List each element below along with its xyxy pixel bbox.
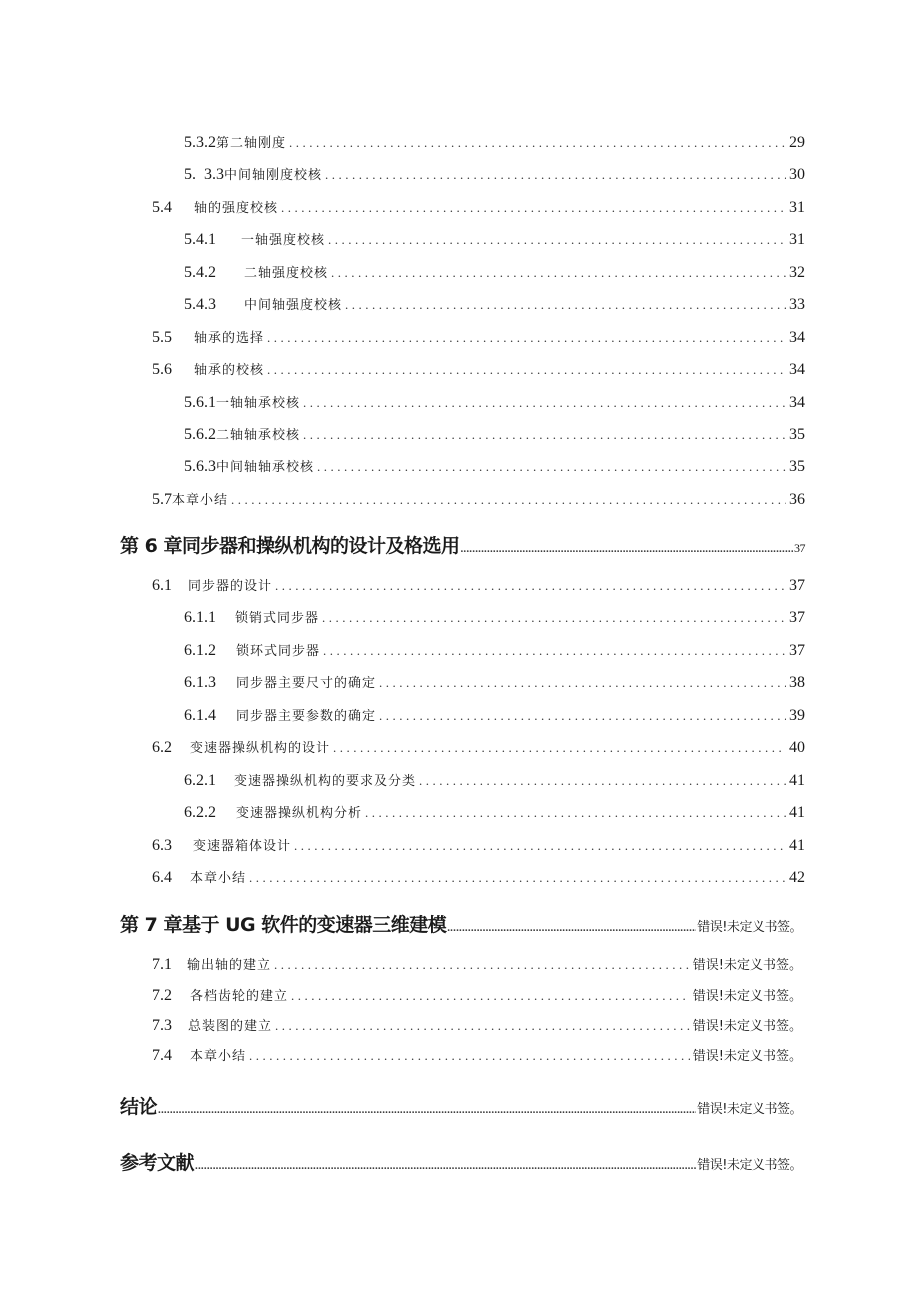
toc-entry-5-7[interactable] (152, 489, 805, 509)
toc-entry-6-1[interactable] (152, 575, 805, 595)
section-number: 6.1.4 (184, 707, 216, 724)
dot-leader (291, 988, 690, 1004)
toc-conclusion[interactable] (120, 1092, 802, 1119)
toc-entry-6-1-1[interactable] (184, 607, 805, 627)
section-number: 5. 3.3 (184, 166, 224, 183)
toc-entry-7-1[interactable] (152, 954, 802, 974)
page-number: 38 (789, 674, 805, 691)
section-number: 6.2 (152, 739, 172, 756)
page-number: 错误!未定义书签。 (692, 989, 802, 1004)
section-number: 6.1.2 (184, 642, 216, 659)
toc-chapter-7[interactable] (120, 910, 802, 937)
page-number: 34 (789, 394, 805, 411)
page-number: 错误!未定义书签。 (697, 1102, 802, 1117)
toc-entry-5-4-2[interactable] (184, 262, 805, 282)
page-number: 31 (789, 199, 805, 216)
toc-chapter-6[interactable] (120, 531, 805, 558)
section-title: 同步器主要参数的确定 (236, 709, 377, 724)
dot-leader (322, 610, 786, 626)
dot-leader (267, 362, 786, 378)
page-number: 37 (789, 642, 805, 659)
page-number: 37 (789, 577, 805, 594)
section-number: 5.4 (152, 199, 172, 216)
toc-entry-5-5[interactable] (152, 327, 805, 347)
toc-entry-5-4-3[interactable] (184, 294, 805, 314)
section-number: 5.5 (152, 329, 172, 346)
section-title: 一轴强度校核 (241, 233, 326, 248)
dot-leader (460, 543, 793, 555)
chapter-title: 第 6 章同步器和操纵机构的设计及格选用 (120, 535, 460, 557)
page-number: 31 (789, 231, 805, 248)
toc-references[interactable] (120, 1148, 802, 1175)
section-number: 6.1 (152, 577, 172, 594)
section-title: 第二轴刚度 (216, 136, 287, 151)
section-number: 5.4.3 (184, 296, 216, 313)
chapter-title: 参考文献 (120, 1152, 195, 1174)
page-number: 37 (794, 541, 805, 555)
page-number: 41 (789, 837, 805, 854)
dot-leader (267, 330, 786, 346)
toc-entry-7-3[interactable] (152, 1015, 802, 1035)
section-title: 本章小结 (190, 1049, 247, 1064)
toc-entry-5-6-1[interactable] (184, 392, 805, 412)
page-number: 错误!未定义书签。 (697, 1158, 802, 1173)
section-title: 轴承的选择 (194, 331, 265, 346)
toc-entry-6-2[interactable] (152, 737, 805, 757)
dot-leader (447, 922, 696, 934)
section-title: 同步器主要尺寸的确定 (236, 676, 377, 691)
dot-leader (249, 870, 786, 886)
section-number: 7.4 (152, 1047, 172, 1064)
dot-leader (379, 675, 786, 691)
section-title: 本章小结 (172, 493, 229, 508)
toc-entry-5-4[interactable] (152, 197, 805, 217)
section-number: 5.3.2 (184, 134, 216, 151)
toc-entry-5-4-1[interactable] (184, 229, 805, 249)
section-title: 二轴轴承校核 (216, 428, 301, 443)
toc-entry-6-4[interactable] (152, 867, 805, 887)
section-number: 5.6.3 (184, 458, 216, 475)
section-number: 5.4.1 (184, 231, 216, 248)
section-title: 变速器操纵机构分析 (236, 806, 363, 821)
section-number: 5.6 (152, 361, 172, 378)
section-title: 总装图的建立 (188, 1019, 273, 1034)
dot-leader (345, 297, 786, 313)
section-number: 7.3 (152, 1017, 172, 1034)
page-number: 40 (789, 739, 805, 756)
page-number: 35 (789, 426, 805, 443)
chapter-title: 结论 (120, 1096, 158, 1118)
section-number: 6.2.1 (184, 772, 216, 789)
dot-leader (419, 773, 786, 789)
section-number: 6.3 (152, 837, 172, 854)
section-number: 7.2 (152, 987, 172, 1004)
section-number: 5.4.2 (184, 264, 216, 281)
section-number: 6.2.2 (184, 804, 216, 821)
toc-entry-6-1-2[interactable] (184, 640, 805, 660)
section-title: 一轴轴承校核 (216, 396, 301, 411)
page-number: 32 (789, 264, 805, 281)
page-number: 35 (789, 458, 805, 475)
section-title: 二轴强度校核 (244, 266, 329, 281)
section-title: 输出轴的建立 (187, 958, 272, 973)
page-number: 错误!未定义书签。 (692, 1019, 802, 1034)
page-number: 29 (789, 134, 805, 151)
section-title: 变速器操纵机构的要求及分类 (234, 774, 417, 789)
page-number: 34 (789, 361, 805, 378)
toc-entry-6-2-1[interactable] (184, 770, 805, 790)
toc-entry-7-2[interactable] (152, 985, 802, 1005)
dot-leader (365, 805, 786, 821)
dot-leader (274, 957, 690, 973)
dot-leader (231, 492, 786, 508)
section-number: 6.1.1 (184, 609, 216, 626)
toc-entry-6-1-3[interactable] (184, 672, 805, 692)
section-number: 5.7 (152, 491, 172, 508)
section-number: 6.4 (152, 869, 172, 886)
toc-entry-5-6[interactable] (152, 359, 805, 379)
page-number: 41 (789, 772, 805, 789)
toc-entry-5-3-2[interactable] (184, 132, 805, 152)
section-title: 锁销式同步器 (235, 611, 320, 626)
section-number: 7.1 (152, 956, 172, 973)
page-number: 30 (789, 166, 805, 183)
dot-leader (294, 838, 786, 854)
page-number: 34 (789, 329, 805, 346)
section-title: 锁环式同步器 (236, 644, 321, 659)
section-number: 5.6.1 (184, 394, 216, 411)
page-number: 39 (789, 707, 805, 724)
dot-leader (275, 578, 786, 594)
section-title: 各档齿轮的建立 (190, 989, 289, 1004)
section-title: 轴的强度校核 (194, 201, 279, 216)
dot-leader (317, 459, 786, 475)
section-title: 变速器操纵机构的设计 (190, 741, 331, 756)
page-number: 41 (789, 804, 805, 821)
page-number: 错误!未定义书签。 (692, 958, 802, 973)
dot-leader (303, 395, 786, 411)
dot-leader (249, 1048, 690, 1064)
chapter-title: 第 7 章基于 UG 软件的变速器三维建模 (120, 914, 447, 936)
toc-entry-6-1-4[interactable] (184, 705, 805, 725)
dot-leader (289, 135, 786, 151)
page-number: 42 (789, 869, 805, 886)
dot-leader (328, 232, 786, 248)
section-number: 6.1.3 (184, 674, 216, 691)
dot-leader (379, 708, 786, 724)
section-title: 同步器的设计 (188, 579, 273, 594)
page-number: 37 (789, 609, 805, 626)
page-number: 错误!未定义书签。 (697, 920, 802, 935)
page-number: 33 (789, 296, 805, 313)
section-title: 轴承的校核 (194, 363, 265, 378)
dot-leader (195, 1160, 696, 1172)
toc-entry-5-6-3[interactable] (184, 456, 805, 476)
section-title: 变速器箱体设计 (193, 839, 292, 854)
page-number: 36 (789, 491, 805, 508)
dot-leader (323, 643, 786, 659)
dot-leader (331, 265, 786, 281)
section-title: 本章小结 (190, 871, 247, 886)
section-title: 中间轴强度校核 (244, 298, 343, 313)
section-number: 5.6.2 (184, 426, 216, 443)
toc-entry-6-2-2[interactable] (184, 802, 805, 822)
dot-leader (325, 167, 786, 183)
toc-entry-6-3[interactable] (152, 835, 805, 855)
toc-entry-5-6-2[interactable] (184, 424, 805, 444)
page-number: 错误!未定义书签。 (692, 1049, 802, 1064)
dot-leader (281, 200, 786, 216)
dot-leader (333, 740, 786, 756)
toc-entry-5-3-3[interactable] (184, 164, 805, 184)
toc-entry-7-4[interactable] (152, 1045, 802, 1065)
dot-leader (275, 1018, 690, 1034)
section-title: 中间轴轴承校核 (216, 460, 315, 475)
dot-leader (158, 1104, 696, 1116)
section-title: 中间轴刚度校核 (224, 168, 323, 183)
dot-leader (303, 427, 786, 443)
